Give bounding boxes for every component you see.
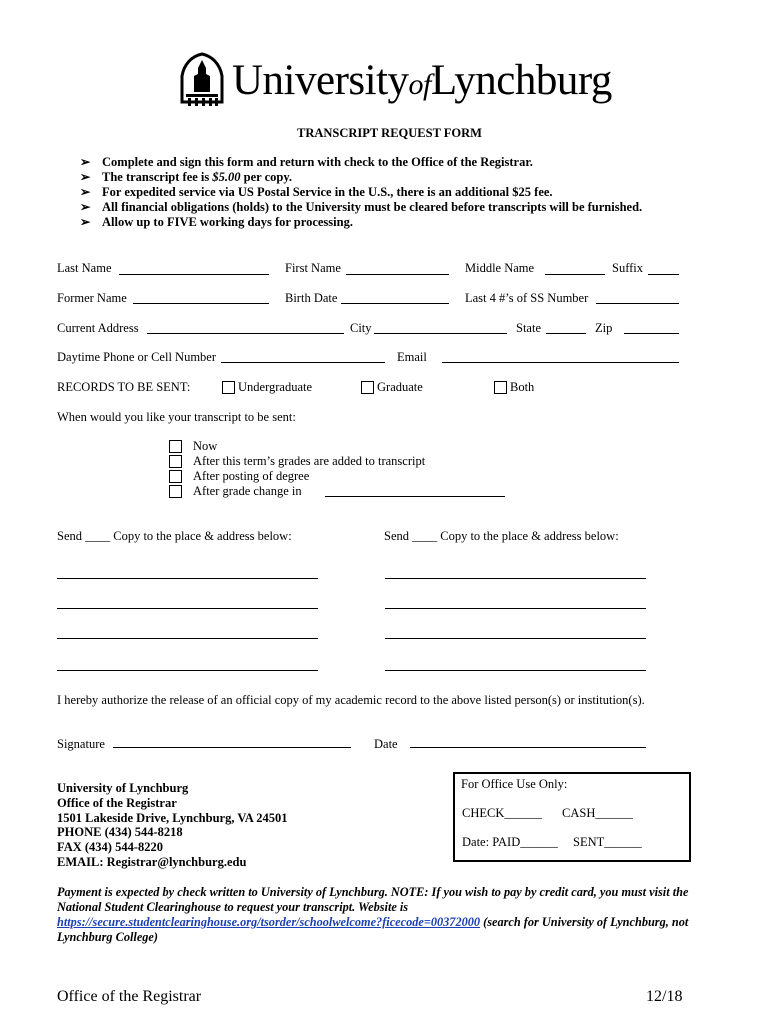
- after-term-checkbox[interactable]: [169, 455, 182, 468]
- both-checkbox[interactable]: [494, 381, 507, 394]
- arrow-bullet-icon: ➢: [80, 185, 91, 199]
- address-left-line-1[interactable]: [57, 578, 318, 579]
- registrar-line: FAX (434) 544-8220: [57, 840, 163, 855]
- zip-field[interactable]: [624, 333, 679, 334]
- current-address-field[interactable]: [147, 333, 344, 334]
- registrar-line: Office of the Registrar: [57, 795, 177, 810]
- form-title: TRANSCRIPT REQUEST FORM: [297, 126, 482, 140]
- arrow-bullet-icon: ➢: [80, 155, 91, 169]
- instruction-item: ➢ The transcript fee is $5.00 per copy.: [80, 170, 293, 184]
- now-checkbox[interactable]: [169, 440, 182, 453]
- undergraduate-label: Undergraduate: [238, 380, 313, 394]
- state-label: State: [516, 321, 541, 335]
- zip-label: Zip: [595, 321, 613, 335]
- now-label: Now: [193, 439, 218, 453]
- address-right-line-3[interactable]: [385, 638, 646, 639]
- arrow-bullet-icon: ➢: [80, 215, 91, 229]
- city-field[interactable]: [374, 333, 507, 334]
- ssn-label: Last 4 #’s of SS Number: [465, 291, 589, 305]
- graduate-label: Graduate: [377, 380, 423, 394]
- former-name-label: Former Name: [57, 291, 127, 305]
- office-cash: CASH______: [562, 806, 633, 820]
- office-sent: SENT______: [573, 835, 642, 849]
- send-right-label: Send ____ Copy to the place & address below:: [384, 529, 619, 543]
- instruction-item: ➢ All financial obligations (holds) to the University must be cleared before transcripts will be furnished.: [80, 200, 643, 214]
- instruction-item: ➢ For expedited service via US Postal Service in the U.S., there is an additional $25 fee.: [80, 185, 553, 199]
- logo-text-of: of: [408, 68, 431, 101]
- grade-change-term-field[interactable]: [325, 496, 505, 497]
- current-address-label: Current Address: [57, 321, 139, 335]
- address-right-line-1[interactable]: [385, 578, 646, 579]
- send-left-label: Send ____ Copy to the place & address below:: [57, 529, 292, 543]
- registrar-line: University of Lynchburg: [57, 781, 189, 795]
- address-left-line-3[interactable]: [57, 638, 318, 639]
- instruction-item: ➢ Allow up to FIVE working days for processing.: [80, 215, 353, 229]
- suffix-field[interactable]: [648, 274, 679, 275]
- signature-field[interactable]: [113, 747, 351, 748]
- email-label: Email: [397, 350, 427, 364]
- after-grade-change-label: After grade change in: [193, 484, 302, 498]
- phone-field[interactable]: [221, 362, 385, 363]
- logo-wordmark: [232, 56, 612, 105]
- address-right-line-2[interactable]: [385, 608, 646, 609]
- payment-note: Payment is expected by check written to University of Lynchburg. NOTE: If you wish to pay by credit card, you must visit the National Student Clearinghouse to request your transcript. Website is https://secure.studentclearinghouse.org/tsorder/schoolwelcome?ficecode=00372000 (search for University of Lynchburg, not Lynchburg College): [57, 885, 689, 944]
- office-use-box: [453, 772, 691, 862]
- undergraduate-checkbox[interactable]: [222, 381, 235, 394]
- address-left-line-2[interactable]: [57, 608, 318, 609]
- registrar-line: 1501 Lakeside Drive, Lynchburg, VA 24501: [57, 810, 288, 825]
- after-degree-checkbox[interactable]: [169, 470, 182, 483]
- registrar-line: EMAIL: Registrar@lynchburg.edu: [57, 854, 247, 869]
- footer-version: 12/18: [646, 988, 683, 1005]
- arrow-bullet-icon: ➢: [80, 200, 91, 214]
- office-use-title: For Office Use Only:: [461, 777, 568, 791]
- registrar-address: [57, 781, 287, 870]
- instruction-item: ➢ Complete and sign this form and return with check to the Office of the Registrar.: [80, 155, 533, 169]
- office-date-paid: Date: PAID______: [462, 835, 558, 849]
- clearinghouse-link[interactable]: https://secure.studentclearinghouse.org/tsorder/schoolwelcome?ficecode=00372000: [57, 915, 481, 929]
- last-name-field[interactable]: [119, 274, 269, 275]
- after-degree-label: After posting of degree: [193, 469, 310, 483]
- records-label: RECORDS TO BE SENT:: [57, 380, 191, 394]
- after-term-label: After this term’s grades are added to transcript: [193, 454, 426, 468]
- signature-label: Signature: [57, 737, 105, 751]
- last-name-label: Last Name: [57, 261, 112, 275]
- middle-name-label: Middle Name: [465, 261, 535, 275]
- state-field[interactable]: [546, 333, 586, 334]
- authorization-text: I hereby authorize the release of an official copy of my academic record to the above listed person(s) or institution(s).: [57, 693, 645, 707]
- former-name-field[interactable]: [133, 303, 269, 304]
- after-grade-change-checkbox[interactable]: [169, 485, 182, 498]
- both-label: Both: [510, 380, 535, 394]
- chapel-emblem-icon: [178, 52, 226, 108]
- city-label: City: [350, 321, 372, 335]
- address-left-line-4[interactable]: [57, 670, 318, 671]
- registrar-line: PHONE (434) 544-8218: [57, 825, 183, 840]
- phone-label: Daytime Phone or Cell Number: [57, 350, 216, 364]
- ssn-field[interactable]: [596, 303, 679, 304]
- logo-text-main: University: [232, 57, 409, 104]
- email-field[interactable]: [442, 362, 679, 363]
- arrow-bullet-icon: ➢: [80, 170, 91, 184]
- instructions-list: [80, 155, 642, 230]
- date-field[interactable]: [410, 747, 646, 748]
- graduate-checkbox[interactable]: [361, 381, 374, 394]
- logo-text-end: Lynchburg: [430, 57, 612, 104]
- office-check: CHECK______: [462, 806, 542, 820]
- footer-office: Office of the Registrar: [57, 988, 202, 1005]
- birth-date-field[interactable]: [341, 303, 449, 304]
- middle-name-field[interactable]: [545, 274, 605, 275]
- birth-date-label: Birth Date: [285, 291, 338, 305]
- first-name-label: First Name: [285, 261, 341, 275]
- address-right-line-4[interactable]: [385, 670, 646, 671]
- when-question: When would you like your transcript to be sent:: [57, 410, 296, 424]
- date-label: Date: [374, 737, 398, 751]
- first-name-field[interactable]: [346, 274, 449, 275]
- suffix-label: Suffix: [612, 261, 644, 275]
